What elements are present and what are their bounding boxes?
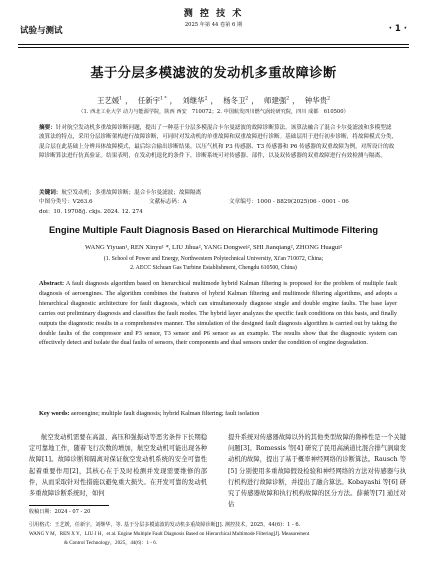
header-rule-thin — [18, 47, 409, 48]
author-list-en: WANG Yiyuan¹, REN Xinyu¹ *, LIU Jihua², YANG Dongwei², SHI Jianqiang², ZHONG Huagui² — [85, 244, 342, 251]
body-paragraph: 航空发动机需要在高温、高压和强振动等恶劣条件下长期稳定可靠地工作，随着飞行次数的增加，航空发动机可能出现各种故障[1]。故障诊断和隔离对保证航空发动机系统的安全可靠性起着重要作用[2]，其核心在于及时检测并发现需要维修的部件，从而采取针对性措施以避免重大损失。在开发可靠的发动机多重故障诊断系统时，如何 — [29, 434, 207, 498]
clc-number: 中图分类号：V263.6 — [39, 199, 93, 205]
keywords-en-label: Key words: — [39, 410, 70, 417]
journal-masthead — [18, 6, 409, 28]
classification-row — [39, 198, 397, 207]
page-number: · 1 · — [388, 24, 407, 34]
section-label: 试验与测试 — [20, 26, 63, 36]
abstract-cn-text: 针对航空发动机多重故障诊断问题，提出了一种基于分层多模混合卡尔曼滤波的故障诊断算法。该算法融合了混合卡尔曼滤波和多模型滤波算法的特点，采用分层诊断架构进行故障诊断，可同时对发动机的单重故障和双重故障进行诊断。基础层用于进行初步诊断，将故障模式分类，混合层在此基础上分辨具体故障模式，最后综合输出诊断结果。以压气机和 P3 传感器、T3 传感器和 P6 传感器的双重故障为例，对所设计的故障诊断算法进行仿真验证。结果表明，在发动机退化的条件下，诊断系统可对传感器、部件，以及双传感器的双重故障进行有效检测与隔离。 — [39, 125, 398, 159]
citation-en-line1: WANG Y M，REN X Y，LIU J H，et al. Engine Multiple Fault Diagnosis Based on Hierarchical Multimode Filtering[J]. Measurement — [29, 531, 310, 537]
affiliation-en-1: (1. School of Power and Energy, Northwestern Polytechnical University, Xi'an 710072, China; — [103, 256, 324, 262]
author-cn: 任新宇$^{1 *}$ — [137, 96, 167, 105]
doi: doi：10. 19708/j. ckjs. 2024. 12. 274 — [39, 209, 143, 215]
affiliation-cn: （1. 西北工业大学 动力与能源学院，陕西 西安 710072；2. 中国航发四川燃气涡轮研究院，四川 成都 610500） — [78, 109, 349, 115]
page-header — [18, 4, 409, 46]
author-cn: 钟华贵$^2$ — [304, 96, 330, 105]
article-title-en: Engine Multiple Fault Diagnosis Based on Hierarchical Multimode Filtering — [48, 225, 379, 235]
abstract-en-label: Abstract: — [39, 280, 65, 287]
body-column-right — [228, 432, 406, 510]
footnote-rule — [29, 505, 109, 506]
journal-issue: 2025 年第 44 卷第 6 期 — [184, 22, 243, 28]
article-number: 文章编号：1000 - 8829(2025)06 - 0001 - 06 — [229, 199, 349, 205]
received-date: 收稿日期：2024 - 07 - 20 — [29, 509, 91, 515]
header-rule — [18, 44, 409, 45]
keywords-en — [39, 409, 397, 419]
author-cn: 师建强$^2$ — [264, 96, 290, 105]
article-title-cn: 基于分层多模滤波的发动机多重故障诊断 — [90, 66, 337, 81]
citation-cn: 引用格式：王艺媛，任新宇，刘继华，等. 基于分层多模滤波的发动机多重故障诊断[J]. 测控技术，2025，44(6)：1 - 6. — [29, 522, 301, 528]
citation-en-line2: & Control Technology，2025，44(6)：1 - 6. — [64, 540, 158, 546]
document-code: 文献标志码：A — [149, 199, 187, 205]
keywords-cn — [39, 189, 397, 198]
author-cn: 王艺媛$^1$ — [97, 96, 123, 105]
body-column-left — [29, 432, 207, 499]
body-paragraph: 提升系统对传感器故障以外的其他类型故障的鲁棒性是一个关键问题[3]。Romessis 等[4] 研究了民用高涵道比混合排气涡扇发动机的故障，提出了基于概率神经网络的诊断算法。Rausch 等[5] 分别使用多重故障假设检验和神经网络的方法对传感器与执行机构进行故障诊断，并提出了融合算法。Kobayashi 等[6] 研究了传感器故障和执行机构故障的区分方法。薛薇等[7] 通过对估 — [228, 434, 406, 509]
keywords-en-text: aeroengine; multiple fault diagnosis; hybrid Kalman filtering; fault isolation — [70, 410, 260, 417]
author-cn: 杨冬卫$^2$ — [223, 96, 249, 105]
journal-name: 测 控 技 术 — [183, 9, 244, 19]
abstract-en — [39, 279, 397, 348]
keywords-cn-label: 关键词： — [39, 190, 62, 196]
abstract-en-text: A fault diagnosis algorithm based on hierarchical multimode hybrid Kalman filtering is proposed for the problem of multiple fault diagnosis of aeroengines. The algorithm combines the features of hybrid Kalman filtering and multimode filtering algorithms, and adopts a hierarchical diagnostic architecture for fault diagnosis, which can simultaneously diagnose single and double engine faults. The base layer carries out preliminary diagnosis and classifies the fault modes. The hybrid layer analyzes the specific fault conditions on this basis, and finally outputs the diagnostic results in a comprehensive manner. The simulation of the designed fault diagnosis algorithm is carried out by taking the double faults of the compressor and P3 sensor, T3 sensor and P6 sensor as an example. The results show that the diagnostic system can effectively detect and isolate the dual faults of sensors, their components and dual sensors under the condition of engine degradation. — [39, 280, 397, 347]
keywords-cn-text: 航空发动机；多重故障诊断；混合卡尔曼滤波；故障隔离 — [61, 190, 202, 196]
author-list-cn: 王艺媛$^1$ ， 任新宇$^{1 *}$ ， 刘继华$^2$ ， 杨冬卫$^2$ ， 师建强$^2$ ， 钟华贵$^2$ — [97, 96, 330, 105]
abstract-cn — [39, 124, 397, 161]
affiliation-en-2: 2. AECC Sichuan Gas Turbine Establishment, Chengdu 610500, China) — [130, 265, 297, 271]
author-cn: 刘继华$^2$ — [182, 96, 208, 105]
abstract-cn-label: 摘要： — [39, 125, 56, 131]
